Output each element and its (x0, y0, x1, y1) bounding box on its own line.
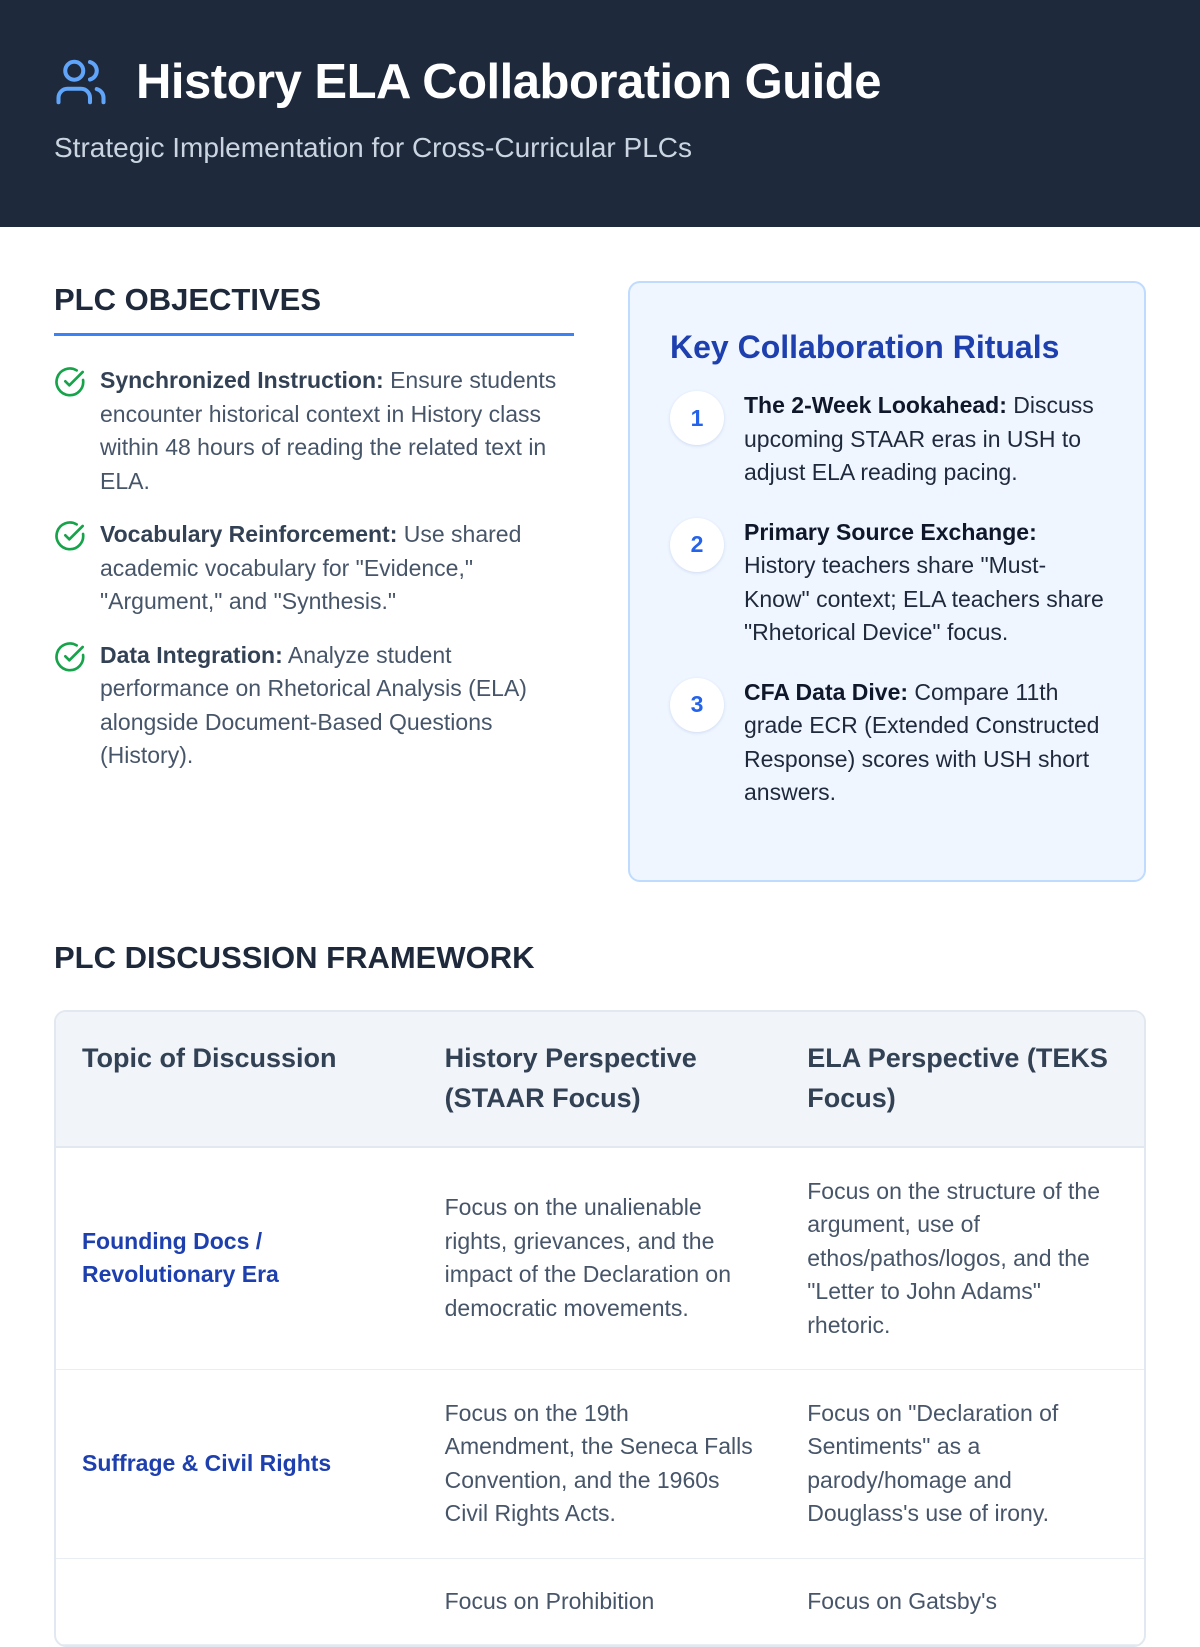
ela-cell: Focus on Gatsby's (781, 1558, 1144, 1645)
objective-description: Analyze student performance on Rhetorical Analysis (ELA) alongside Document-Based Questions (History). (100, 641, 527, 768)
ritual-label: Primary Source Exchange: (744, 518, 1037, 545)
check-circle-icon (54, 366, 86, 398)
ritual-description: History teachers share "Must-Know" context; ELA teachers share "Rhetorical Device" focus. (744, 552, 1104, 645)
objectives-list (54, 364, 574, 773)
ritual-description: Compare 11th grade ECR (Extended Constructed Response) scores with USH short answers. (744, 678, 1100, 805)
history-cell: Focus on the unalienable rights, grievances, and the impact of the Declaration on democratic movements. (419, 1147, 782, 1369)
objective-label: Data Integration: (100, 641, 283, 668)
framework-table-wrap (54, 1010, 1146, 1647)
objective-description: Ensure students encounter historical context in History class within 48 hours of reading the related text in ELA. (100, 367, 557, 494)
ritual-number: 2 (670, 518, 724, 572)
ritual-label: The 2-Week Lookahead: (744, 392, 1007, 418)
column-header-history: History Perspective (STAAR Focus) (419, 1012, 782, 1147)
ela-cell: Focus on "Declaration of Sentiments" as a parody/homage and Douglass's use of irony. (781, 1369, 1144, 1558)
users-icon (54, 55, 108, 109)
column-header-topic: Topic of Discussion (56, 1012, 419, 1147)
objective-text (100, 364, 574, 498)
history-cell: Focus on the 19th Amendment, the Seneca Falls Convention, and the 1960s Civil Rights Acts. (419, 1369, 782, 1558)
ritual-description: Discuss upcoming STAAR eras in USH to adjust ELA reading pacing. (744, 392, 1094, 485)
ela-cell: Focus on the structure of the argument, use of ethos/pathos/logos, and the "Letter to John Adams" rhetoric. (781, 1147, 1144, 1369)
ritual-text (744, 516, 1104, 650)
objectives-heading: PLC OBJECTIVES (54, 282, 321, 317)
ritual-label: CFA Data Dive: (744, 678, 909, 705)
objective-item (54, 364, 574, 498)
objective-label: Vocabulary Reinforcement: (100, 521, 398, 547)
objective-text (100, 639, 574, 773)
page-header (0, 0, 1200, 227)
topic-cell: Suffrage & Civil Rights (56, 1369, 419, 1558)
check-circle-icon (54, 641, 86, 673)
column-header-ela: ELA Perspective (TEKS Focus) (781, 1012, 1144, 1147)
page-subtitle: Strategic Implementation for Cross-Curricular PLCs (54, 132, 692, 163)
ritual-item (670, 389, 1104, 490)
check-circle-icon (54, 520, 86, 552)
framework-table (56, 1012, 1144, 1645)
table-row (56, 1369, 1144, 1558)
table-header-row (56, 1012, 1144, 1147)
table-header (56, 1012, 1144, 1147)
framework-section (54, 938, 1146, 1647)
objective-item (54, 518, 574, 619)
title-row (54, 52, 1146, 112)
table-row (56, 1147, 1144, 1369)
table-row (56, 1558, 1144, 1645)
objectives-section (54, 280, 574, 793)
objectives-heading-wrap (54, 280, 574, 336)
objective-label: Synchronized Instruction: (100, 367, 384, 393)
objective-text (100, 518, 574, 619)
page-title: History ELA Collaboration Guide (136, 55, 881, 109)
objective-item (54, 639, 574, 773)
topic-cell (56, 1558, 419, 1645)
history-cell: Focus on Prohibition (419, 1558, 782, 1645)
table-body (56, 1147, 1144, 1645)
ritual-text (744, 389, 1104, 490)
ritual-item (670, 516, 1104, 650)
topic-cell: Founding Docs / Revolutionary Era (56, 1147, 419, 1369)
rituals-title: Key Collaboration Rituals (670, 329, 1060, 365)
objective-description: Use shared academic vocabulary for "Evidence," "Argument," and "Synthesis." (100, 521, 522, 614)
rituals-panel (628, 281, 1146, 882)
ritual-number: 1 (670, 391, 724, 445)
ritual-item (670, 676, 1104, 810)
ritual-number: 3 (670, 678, 724, 732)
ritual-text (744, 676, 1104, 810)
framework-heading: PLC DISCUSSION FRAMEWORK (54, 940, 535, 975)
